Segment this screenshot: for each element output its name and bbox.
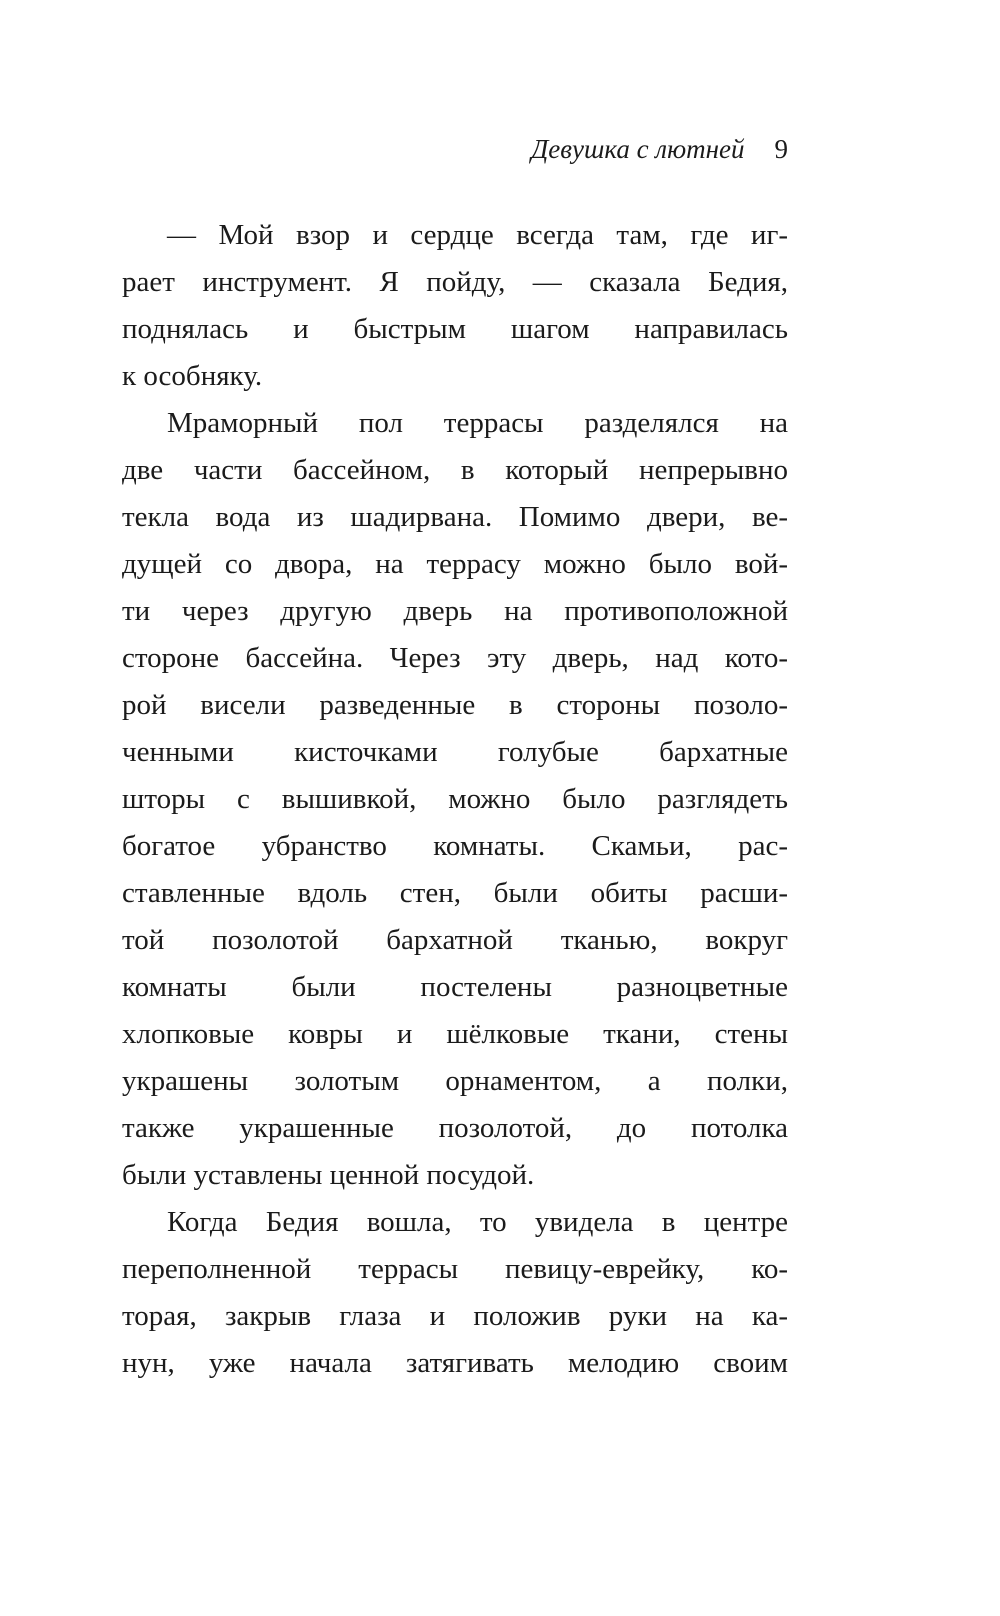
text-line: также украшенные позолотой, до потолка [122, 1112, 788, 1144]
running-head-title: Девушка с лютней [531, 134, 745, 164]
text-line: богатое убранство комнаты. Скамьи, рас- [122, 830, 788, 862]
text-line: ченными кисточками голубые бархатные [122, 736, 788, 768]
text-line: комнаты были постелены разноцветные [122, 971, 788, 1003]
text-line: ставленные вдоль стен, были обиты расши- [122, 877, 788, 909]
text-line: Мраморный пол террасы разделялся на [167, 407, 788, 439]
text-line: ти через другую дверь на противоположной [122, 595, 788, 627]
text-line: торая, закрыв глаза и положив руки на ка- [122, 1300, 788, 1332]
text-line: украшены золотым орнаментом, а полки, [122, 1065, 788, 1097]
text-line: рает инструмент. Я пойду, — сказала Бедия, [122, 266, 788, 298]
text-line: нун, уже начала затягивать мелодию своим [122, 1347, 788, 1379]
text-line: — Мой взор и сердце всегда там, где иг- [167, 219, 788, 251]
text-line: дущей со двора, на террасу можно было вой- [122, 548, 788, 580]
running-head [122, 132, 788, 166]
text-line: хлопковые ковры и шёлковые ткани, стены [122, 1018, 788, 1050]
page-number: 9 [774, 134, 788, 164]
text-line: текла вода из шадирвана. Помимо двери, ве- [122, 501, 788, 533]
page-body [122, 212, 788, 1387]
text-line: переполненной террасы певицу-еврейку, ко- [122, 1253, 788, 1285]
text-line: шторы с вышивкой, можно было разглядеть [122, 783, 788, 815]
text-block [122, 132, 788, 1387]
text-line: Когда Бедия вошла, то увидела в центре [167, 1206, 788, 1238]
text-line: к особняку. [122, 360, 263, 392]
text-line: были уставлены ценной посудой. [122, 1159, 535, 1191]
text-line: две части бассейном, в который непрерывно [122, 454, 788, 486]
text-line: рой висели разведенные в стороны позоло- [122, 689, 788, 721]
text-line: той позолотой бархатной тканью, вокруг [122, 924, 788, 956]
text-line: стороне бассейна. Через эту дверь, над кото- [122, 642, 788, 674]
text-line: поднялась и быстрым шагом направилась [122, 313, 788, 345]
